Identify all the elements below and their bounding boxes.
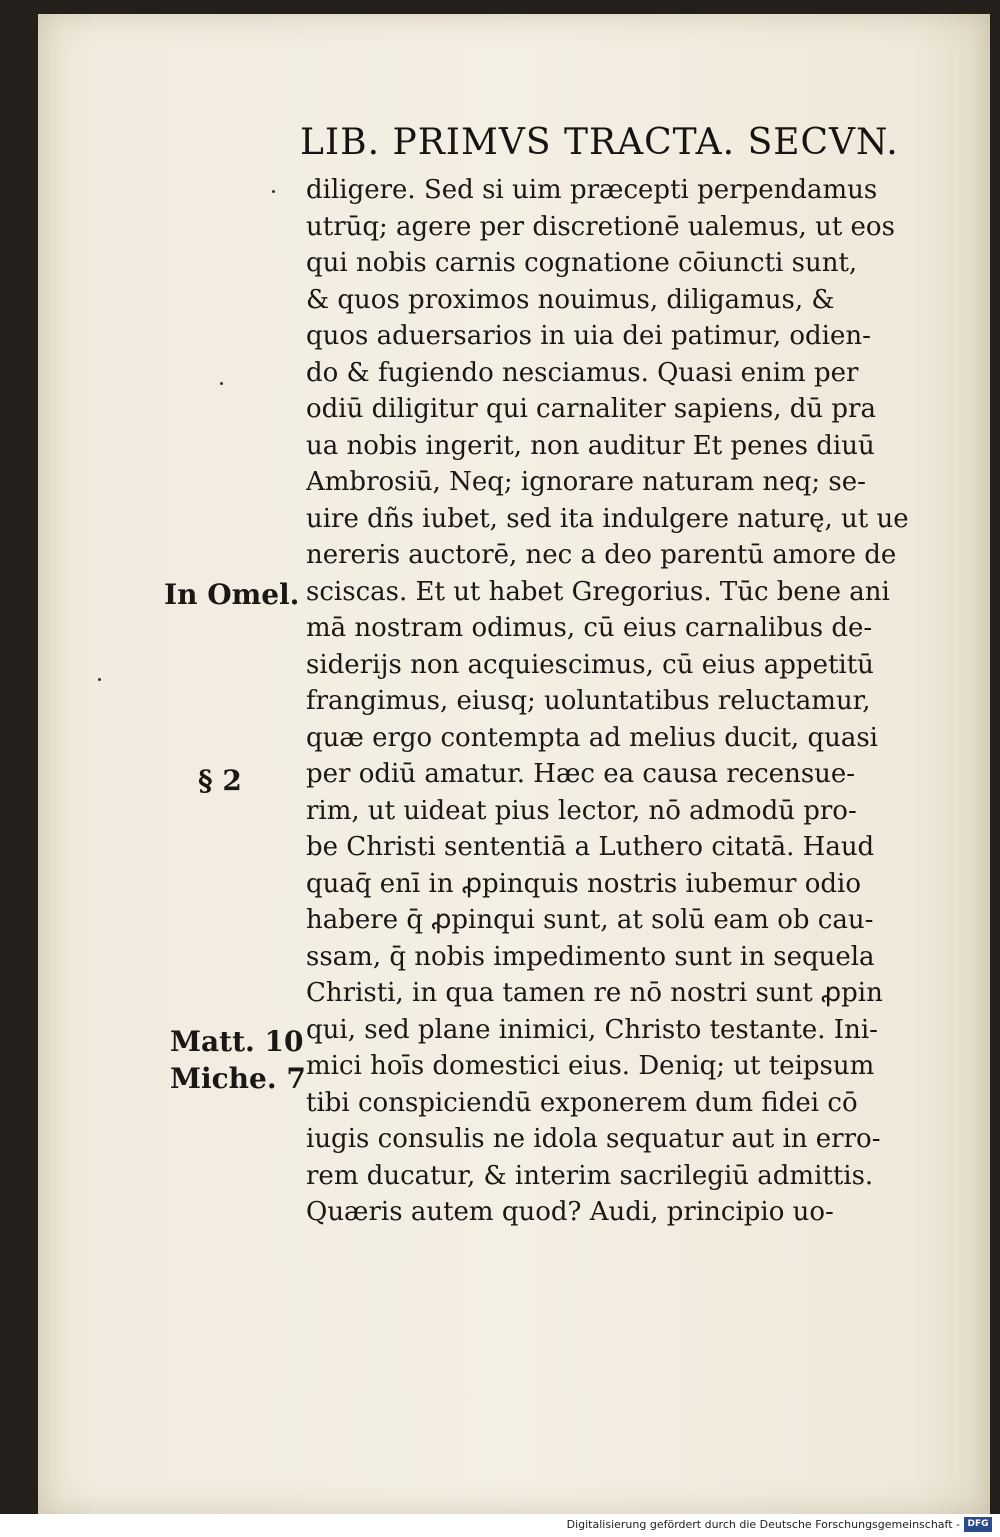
footer-bar xyxy=(0,1514,1000,1537)
margin-note-section: § 2 xyxy=(198,764,242,797)
margin-note-in-omel: In Omel. xyxy=(164,578,300,611)
text-line: sciscas. Et ut habet Gregorius. Tūc bene ani xyxy=(306,576,890,607)
text-line: habere q̄ ꝓpinqui sunt, at solū eam ob cau- xyxy=(306,905,874,935)
text-line: frangimus, eiusq; uoluntatibus reluctamur, xyxy=(306,686,871,716)
text-line: quos aduersarios in uia dei patimur, odien- xyxy=(306,321,871,351)
text-line: diligere. Sed si uim præcepti perpendamus xyxy=(306,175,878,205)
text-line: Quæris autem quod? Audi, principio uo- xyxy=(306,1197,834,1227)
text-line: ssam, q̄ nobis impedimento sunt in sequela xyxy=(306,941,875,972)
text-line: ua nobis ingerit, non auditur Et penes diuū xyxy=(306,430,875,461)
margin-note-miche: Miche. 7 xyxy=(170,1062,306,1095)
page-speck xyxy=(98,678,101,681)
text-line: nereris auctorē, nec a deo parentū amore de xyxy=(306,540,897,570)
text-line: per odiū amatur. Hæc ea causa recensue- xyxy=(306,759,856,789)
text-line: qui, sed plane inimici, Christo testante. Ini- xyxy=(306,1014,878,1045)
text-line: & quos proximos nouimus, diligamus, & xyxy=(306,284,835,315)
text-line: do & fugiendo nesciamus. Quasi enim per xyxy=(306,357,859,388)
text-line: mā nostram odimus, cū eius carnalibus de- xyxy=(306,613,873,643)
text-line: Christi, in qua tamen re nō nostri sunt ꝓpin xyxy=(306,978,883,1008)
text-line: rem ducatur, & interim sacrilegiū admittis. xyxy=(306,1160,874,1191)
text-line: be Christi sententiā a Luthero citatā. Haud xyxy=(306,832,875,862)
running-head: LIB. PRIMVS TRACTA. SECVN. xyxy=(300,122,899,163)
page-speck xyxy=(220,382,223,385)
text-line: odiū diligitur qui carnaliter sapiens, dū pra xyxy=(306,394,876,424)
text-line: mici hoīs domestici eius. Deniq; ut teipsum xyxy=(306,1051,875,1081)
text-line: qui nobis carnis cognatione cōiuncti sunt, xyxy=(306,248,858,278)
page-speck xyxy=(272,190,275,193)
body-text xyxy=(306,172,946,1231)
margin-note-matt: Matt. 10 xyxy=(170,1025,304,1058)
text-line: Ambrosiū, Neq; ignorare naturam neq; se- xyxy=(306,467,866,497)
text-line: quæ ergo contempta ad melius ducit, quasi xyxy=(306,722,878,753)
text-line: utrūq; agere per discretionē ualemus, ut eos xyxy=(306,211,895,242)
text-line: rim, ut uideat pius lector, nō admodū pro- xyxy=(306,795,857,826)
dfg-logo: DFG xyxy=(964,1517,992,1532)
footer-credit: Digitalisierung gefördert durch die Deutsche Forschungsgemeinschaft - xyxy=(566,1518,960,1531)
text-line: siderijs non acquiescimus, cū eius appetitū xyxy=(306,649,874,680)
text-line: tibi conspiciendū exponerem dum fidei cō xyxy=(306,1087,858,1118)
text-line: uire dñs iubet, sed ita indulgere naturę, ut ue xyxy=(306,503,909,534)
text-line: quaq̄ enī in ꝓpinquis nostris iubemur odio xyxy=(306,868,861,899)
text-line: iugis consulis ne idola sequatur aut in erro- xyxy=(306,1124,881,1154)
